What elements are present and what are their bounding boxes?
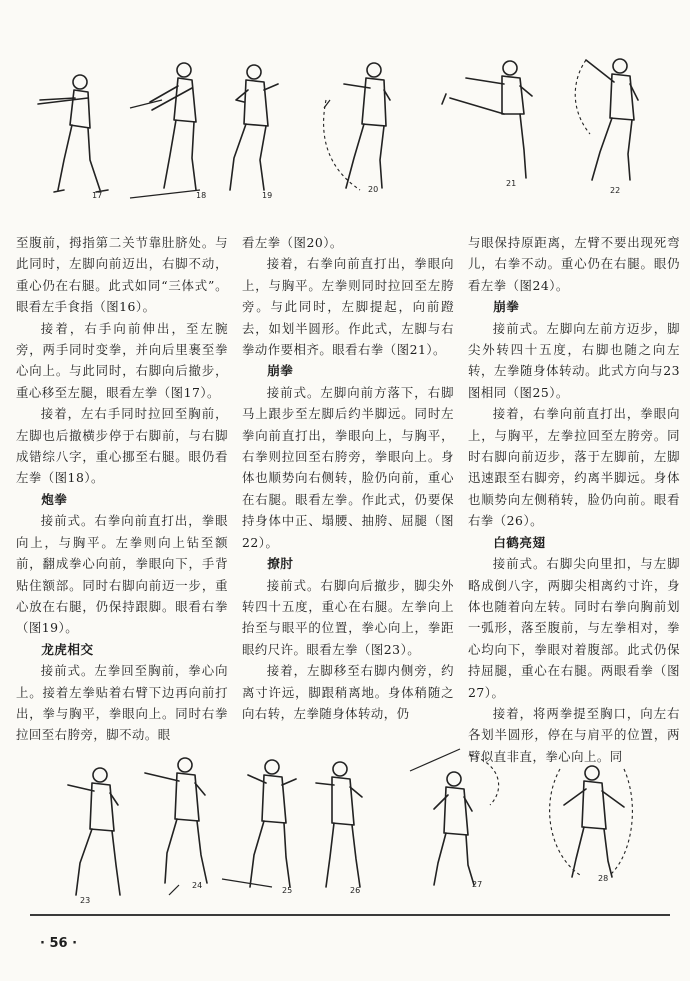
figure-number-17: 17 [92,191,103,200]
paragraph: 接前式。左脚向左前方迈步，脚尖外转四十五度，右脚也随之向左转，左拳随身体转动。此式方向与23图相同（图25）。 [468,320,680,400]
paragraph: 接着，左脚移至右脚内侧旁，约离寸许远，脚跟稍离地。身体稍随之向右转，左拳随身体转动，仍 [242,663,454,721]
paragraph: 接着，右手向前伸出，至左腕旁，两手同时变拳，并向后里裹至拳心向上。与此同时，右脚向后撤步，重心移至左腿，眼看左拳（图17）。 [16,320,228,400]
martial-figure-20 [324,63,390,190]
figure-number-23: 23 [80,896,91,905]
paragraph: 接着，将两拳提至胸口，向左右各划半圆形，停在与肩平的位置，两臂似直非直，拳心向上。同 [468,705,680,764]
top-figure-strip [0,40,690,205]
text-column-3 [468,232,680,767]
martial-figure-26 [316,762,362,887]
footer-rule [30,914,670,916]
section-heading: 撩肘 [267,556,294,572]
figure-number-28: 28 [598,874,609,883]
figure-number-27: 27 [472,880,483,889]
figure-number-20: 20 [368,185,379,194]
section-heading: 崩拳 [493,299,520,315]
paragraph: 接着，右拳向前直打出，拳眼向上，与胸平。左拳则同时拉回至左胯旁。与此同时，左脚提起，向前蹬去，如划半圆形。作此式，左脚与右拳动作要相齐。眼看右拳（图21）。 [242,256,454,358]
figure-number-21: 21 [506,179,517,188]
paragraph: 接前式。右脚向后撤步，脚尖外转四十五度，重心在右腿。左拳向上抬至与眼平的位置，拳心向上，拳距眼约尺许。眼看左拳（图23）。 [242,577,454,657]
figure-number-18: 18 [196,191,207,200]
martial-figure-25 [222,760,296,887]
figure-number-26: 26 [350,886,361,895]
figure-number-24: 24 [192,881,203,890]
paragraph: 看左拳（图20）。 [242,235,343,250]
figure-number-19: 19 [262,191,273,200]
martial-figure-27 [410,749,499,885]
bottom-figure-strip [0,745,690,910]
figure-number-25: 25 [282,886,293,895]
top-figures-svg [0,40,690,205]
paragraph: 接前式。左脚向前方落下，右脚马上跟步至左脚后约半脚远。同时左拳向前直打出，拳眼向上，与胸平，右拳则拉回至右胯旁，拳眼向上。身体也顺势向右侧转，脸仍向前，重心在右腿。眼看左拳。作此式，仍要保持身体中正、塌腰、抽胯、屈腿（图22）。 [242,384,454,550]
section-heading: 龙虎相交 [41,641,94,657]
figure-number-22: 22 [610,186,621,195]
paragraph: 与眼保持原距离，左臂不要出现死弯儿，右拳不动。重心仍在右腿。眼仍看左拳（图24）。 [468,235,680,293]
section-heading: 炮拳 [41,491,68,507]
paragraph: 至腹前，拇指第二关节靠肚脐处。与此同时，左脚向前迈出，右脚不动，重心仍在右腿。此式如同“三体式”。眼看左手食指（图16）。 [16,235,228,315]
section-heading: 崩拳 [267,363,294,379]
martial-figure-18 [130,63,200,198]
text-column-1 [16,232,228,746]
martial-figure-21 [442,61,532,178]
section-heading: 白鹤亮翅 [493,534,546,550]
martial-figure-23 [68,768,120,895]
page-number: · 56 · [40,936,78,951]
paragraph: 接前式。右拳向前直打出，拳眼向上，与胸平。左拳则向上钻至额前，翻成拳心向前，拳眼向下，手背贴住额部。同时右脚向前迈一步，重心放在右腿，仍保持跟脚。眼看右拳（图19）。 [16,513,228,636]
martial-figure-19 [230,65,278,190]
paragraph: 接着，左右手同时拉回至胸前，左脚也后撤横步停于右脚前，与右脚成错综八字，重心挪至右腿。眼仍看左拳（图18）。 [16,406,228,486]
text-column-2 [242,232,454,724]
martial-figure-24 [145,758,207,895]
martial-figure-17 [38,75,108,192]
bottom-figures-svg [0,745,690,910]
paragraph: 接前式。右脚尖向里扣，与左脚略成倒八字，两脚尖相离约寸许，身体也随着向左转。同时右拳向胸前划一弧形，落至腹前，与左拳相对，拳心均向下，拳眼对着腹部。此式仍保持屈腿，重心在右腿。两眼看拳（图27）。 [468,556,680,700]
paragraph: 接着，右拳向前直打出，拳眼向上，与胸平，左拳拉回至左胯旁。同时右脚向前迈步，落于左脚前，左脚迅速跟至右脚旁，约离半脚远。身体也顺势向左侧稍转，脸仍向前。眼看右拳（26）。 [468,406,680,529]
martial-figure-28 [550,766,633,877]
paragraph: 接前式。左拳回至胸前，拳心向上。接着左拳贴着右臂下边再向前打出，拳与胸平，拳眼向上。同时右拳拉回至右胯旁，脚不动。眼 [16,663,228,743]
martial-figure-22 [575,59,638,180]
